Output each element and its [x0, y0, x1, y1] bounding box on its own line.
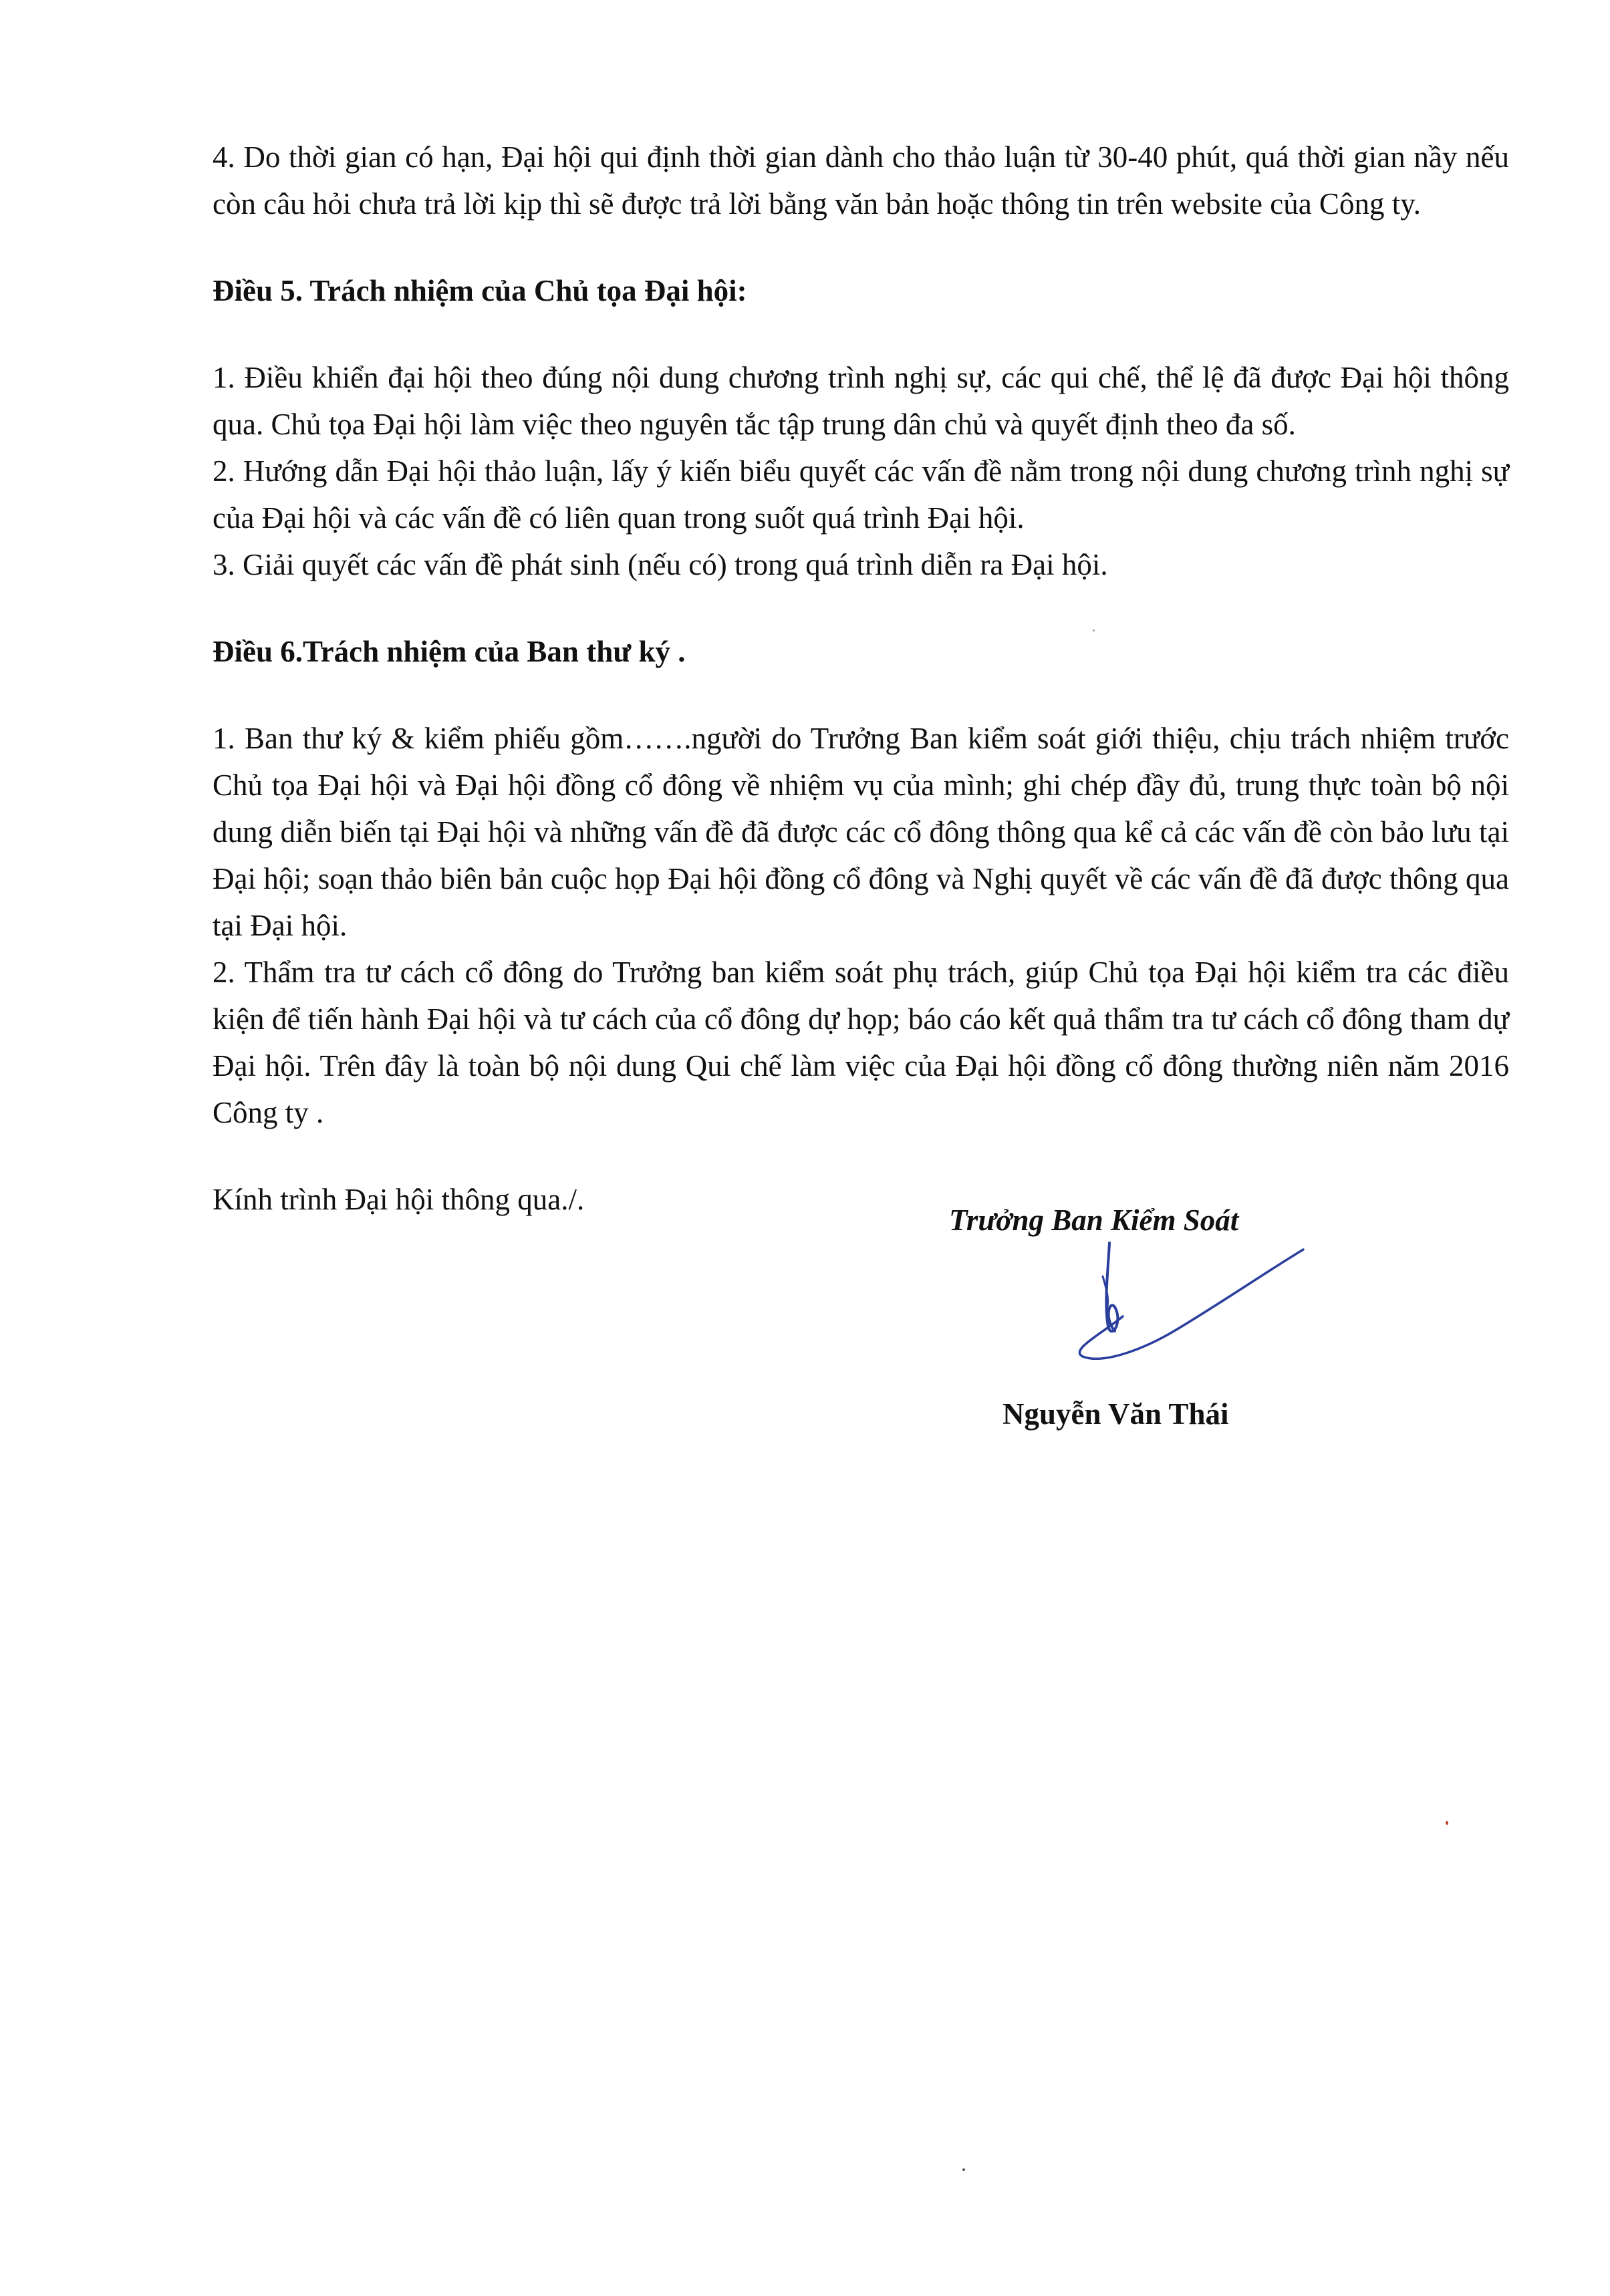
spacer — [213, 675, 1509, 715]
article-5-item-3: 3. Giải quyết các vấn đề phát sinh (nếu có) trong quá trình diễn ra Đại hội. — [213, 548, 1108, 581]
handwritten-signature — [1029, 1216, 1310, 1363]
article-6-item-1: 1. Ban thư ký & kiểm phiếu gồm…….người do Trưởng Ban kiểm soát giới thiệu, chịu trách nhiệm trước Chủ tọa Đại hội và Đại hội đồng cổ đông về nhiệm vụ của mình; ghi chép đầy đủ, trung thực toàn bộ nội dung diễn biến tại Đại hội và những vấn đề đã được các cổ đông thông qua kể cả các vấn đề còn bảo lưu tại Đại hội; soạn thảo biên bản cuộc họp Đại hội đồng cổ đông và Nghị quyết về các vấn đề đã được thông qua tại Đại hội. — [213, 722, 1509, 942]
closing-line: Kính trình Đại hội thông qua./. — [213, 1183, 585, 1216]
article-5-item-1: 1. Điều khiển đại hội theo đúng nội dung chương trình nghị sự, các qui chế, thể lệ đã được Đại hội thông qua. Chủ tọa Đại hội làm việc theo nguyên tắc tập trung dân chủ và quyết định theo đa số. — [213, 361, 1509, 441]
article-6-heading: Điều 6.Trách nhiệm của Ban thư ký . — [213, 635, 686, 668]
scan-speck — [1446, 1821, 1448, 1825]
spacer — [213, 588, 1509, 628]
document-body — [213, 134, 1509, 1223]
signer-name: Nguyễn Văn Thái — [1002, 1397, 1229, 1431]
article-5-item-2: 2. Hướng dẫn Đại hội thảo luận, lấy ý kiến biểu quyết các vấn đề nằm trong nội dung chương trình nghị sự của Đại hội và các vấn đề có liên quan trong suốt quá trình Đại hội. — [213, 454, 1509, 535]
article-5-heading: Điều 5. Trách nhiệm của Chủ tọa Đại hội: — [213, 274, 747, 307]
scan-speck — [1093, 629, 1095, 631]
spacer — [213, 1136, 1509, 1176]
article-6-item-2: 2. Thẩm tra tư cách cổ đông do Trưởng ban kiểm soát phụ trách, giúp Chủ tọa Đại hội kiểm tra các điều kiện để tiến hành Đại hội và tư cách của cổ đông dự họp; báo cáo kết quả thẩm tra tư cách cổ đông tham dự Đại hội. Trên đây là toàn bộ nội dung Qui chế làm việc của Đại hội đồng cổ đông thường niên năm 2016 Công ty . — [213, 956, 1509, 1129]
scan-speck — [962, 2168, 965, 2171]
spacer — [213, 314, 1509, 354]
signature-stroke — [1106, 1243, 1117, 1331]
signature-title: Trưởng Ban Kiểm Soát — [949, 1203, 1239, 1237]
spacer — [213, 227, 1509, 267]
paragraph-item-4: 4. Do thời gian có hạn, Đại hội qui định thời gian dành cho thảo luận từ 30-40 phút, quá thời gian nầy nếu còn câu hỏi chưa trả lời kịp thì sẽ được trả lời bằng văn bản hoặc thông tin trên website của Công ty. — [213, 140, 1509, 221]
signature-block — [869, 1203, 1350, 1470]
